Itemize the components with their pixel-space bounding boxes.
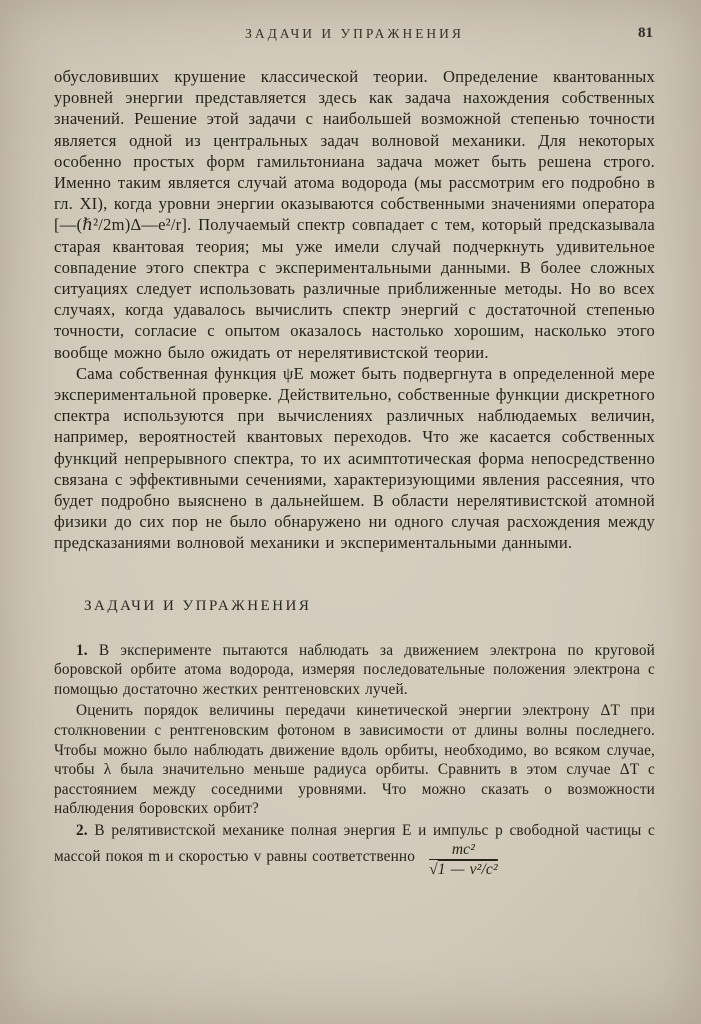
running-title: ЗАДАЧИ И УПРАЖНЕНИЯ [245,26,464,41]
problem-number: 2. [76,822,88,840]
body-paragraph: обусловивших крушение классической теории. Определение квантованных уровней энергии представляется здесь как задача нахождения собственных значений. Решение этой задачи с наибольшей возможной степенью точности является одной из центральных задач волновой механики. Для некоторых особенно простых форм гамильтониана задача может быть решена строго. Именно таким является случай атома водорода (мы рассмотрим его подробно в гл. XI), когда уровни энергии оказываются собственными значениями оператора [—(ℏ²/2m)Δ—e²/r]. Получаемый спектр совпадает с тем, который предсказывала старая квантовая теория; мы уже имели случай подчеркнуть удивительное совпадение этого спектра с экспериментальными данными. В более сложных ситуациях следует использовать различные приближенные методы. Но во всех случаях, когда удавалось вычислить спектр энергий с достаточной степенью точности, согласие с опытом оказалось настолько хорошим, насколько этого вообще можно было ожидать от нерелятивистской теории. [54,67,655,362]
problem-item [54,641,655,700]
section-heading: ЗАДАЧИ И УПРАЖНЕНИЯ [84,597,312,614]
body-paragraph: Сама собственная функция ψE может быть подвергнута в определенной мере экспериментальной проверке. Действительно, собственные функции дискретного спектра используются при вычислениях различных наблюдаемых величин, например, вероятностей квантовых переходов. Что же касается собственных функций непрерывного спектра, то их асимптотическая форма непосредственно связана с эффективными сечениями, характеризующими явления рассеяния, что будет подробно выяснено в дальнейшем. В области нерелятивистской атомной физики до сих пор не было обнаружено ни одного случая расхождения между предсказаниями волновой механики и экспериментальными данными. [54,363,655,553]
radical-sign: √ [429,861,438,879]
problem-item [54,821,655,879]
problem-text: В эксперименте пытаются наблюдать за движением электрона по круговой боровской орбите атома водорода, измеряя последовательные положения электрона с помощью достаточно жестких рентгеновских лучей. [54,641,655,698]
problem-text: Оценить порядок величины передачи кинетической энергии электрону ΔT при столкновении с рентгеновским фотоном в зависимости от длины волны последнего. Чтобы можно было наблюдать движение вдоль орбиты, необходимо, во всяком случае, чтобы λ была значительно меньше радиуса орбиты. Сравнить в этом случае ΔT с расстоянием между соседними уровнями. Что можно сказать о возможности наблюдения боровских орбит? [54,702,655,818]
text-block [54,66,655,879]
fraction-numerator: mc² [429,841,498,861]
running-head [54,26,655,46]
problem-number: 1. [76,641,88,659]
formula-fraction [429,841,498,880]
problem-text: В релятивистской механике полная энергия E и импульс p свободной частицы с массой покоя m и скоростью v равны соответственно [54,822,655,865]
problem-item [54,701,655,819]
radicand: 1 — v²/c² [437,861,498,879]
page-number: 81 [638,25,653,41]
problems-section [54,641,655,880]
